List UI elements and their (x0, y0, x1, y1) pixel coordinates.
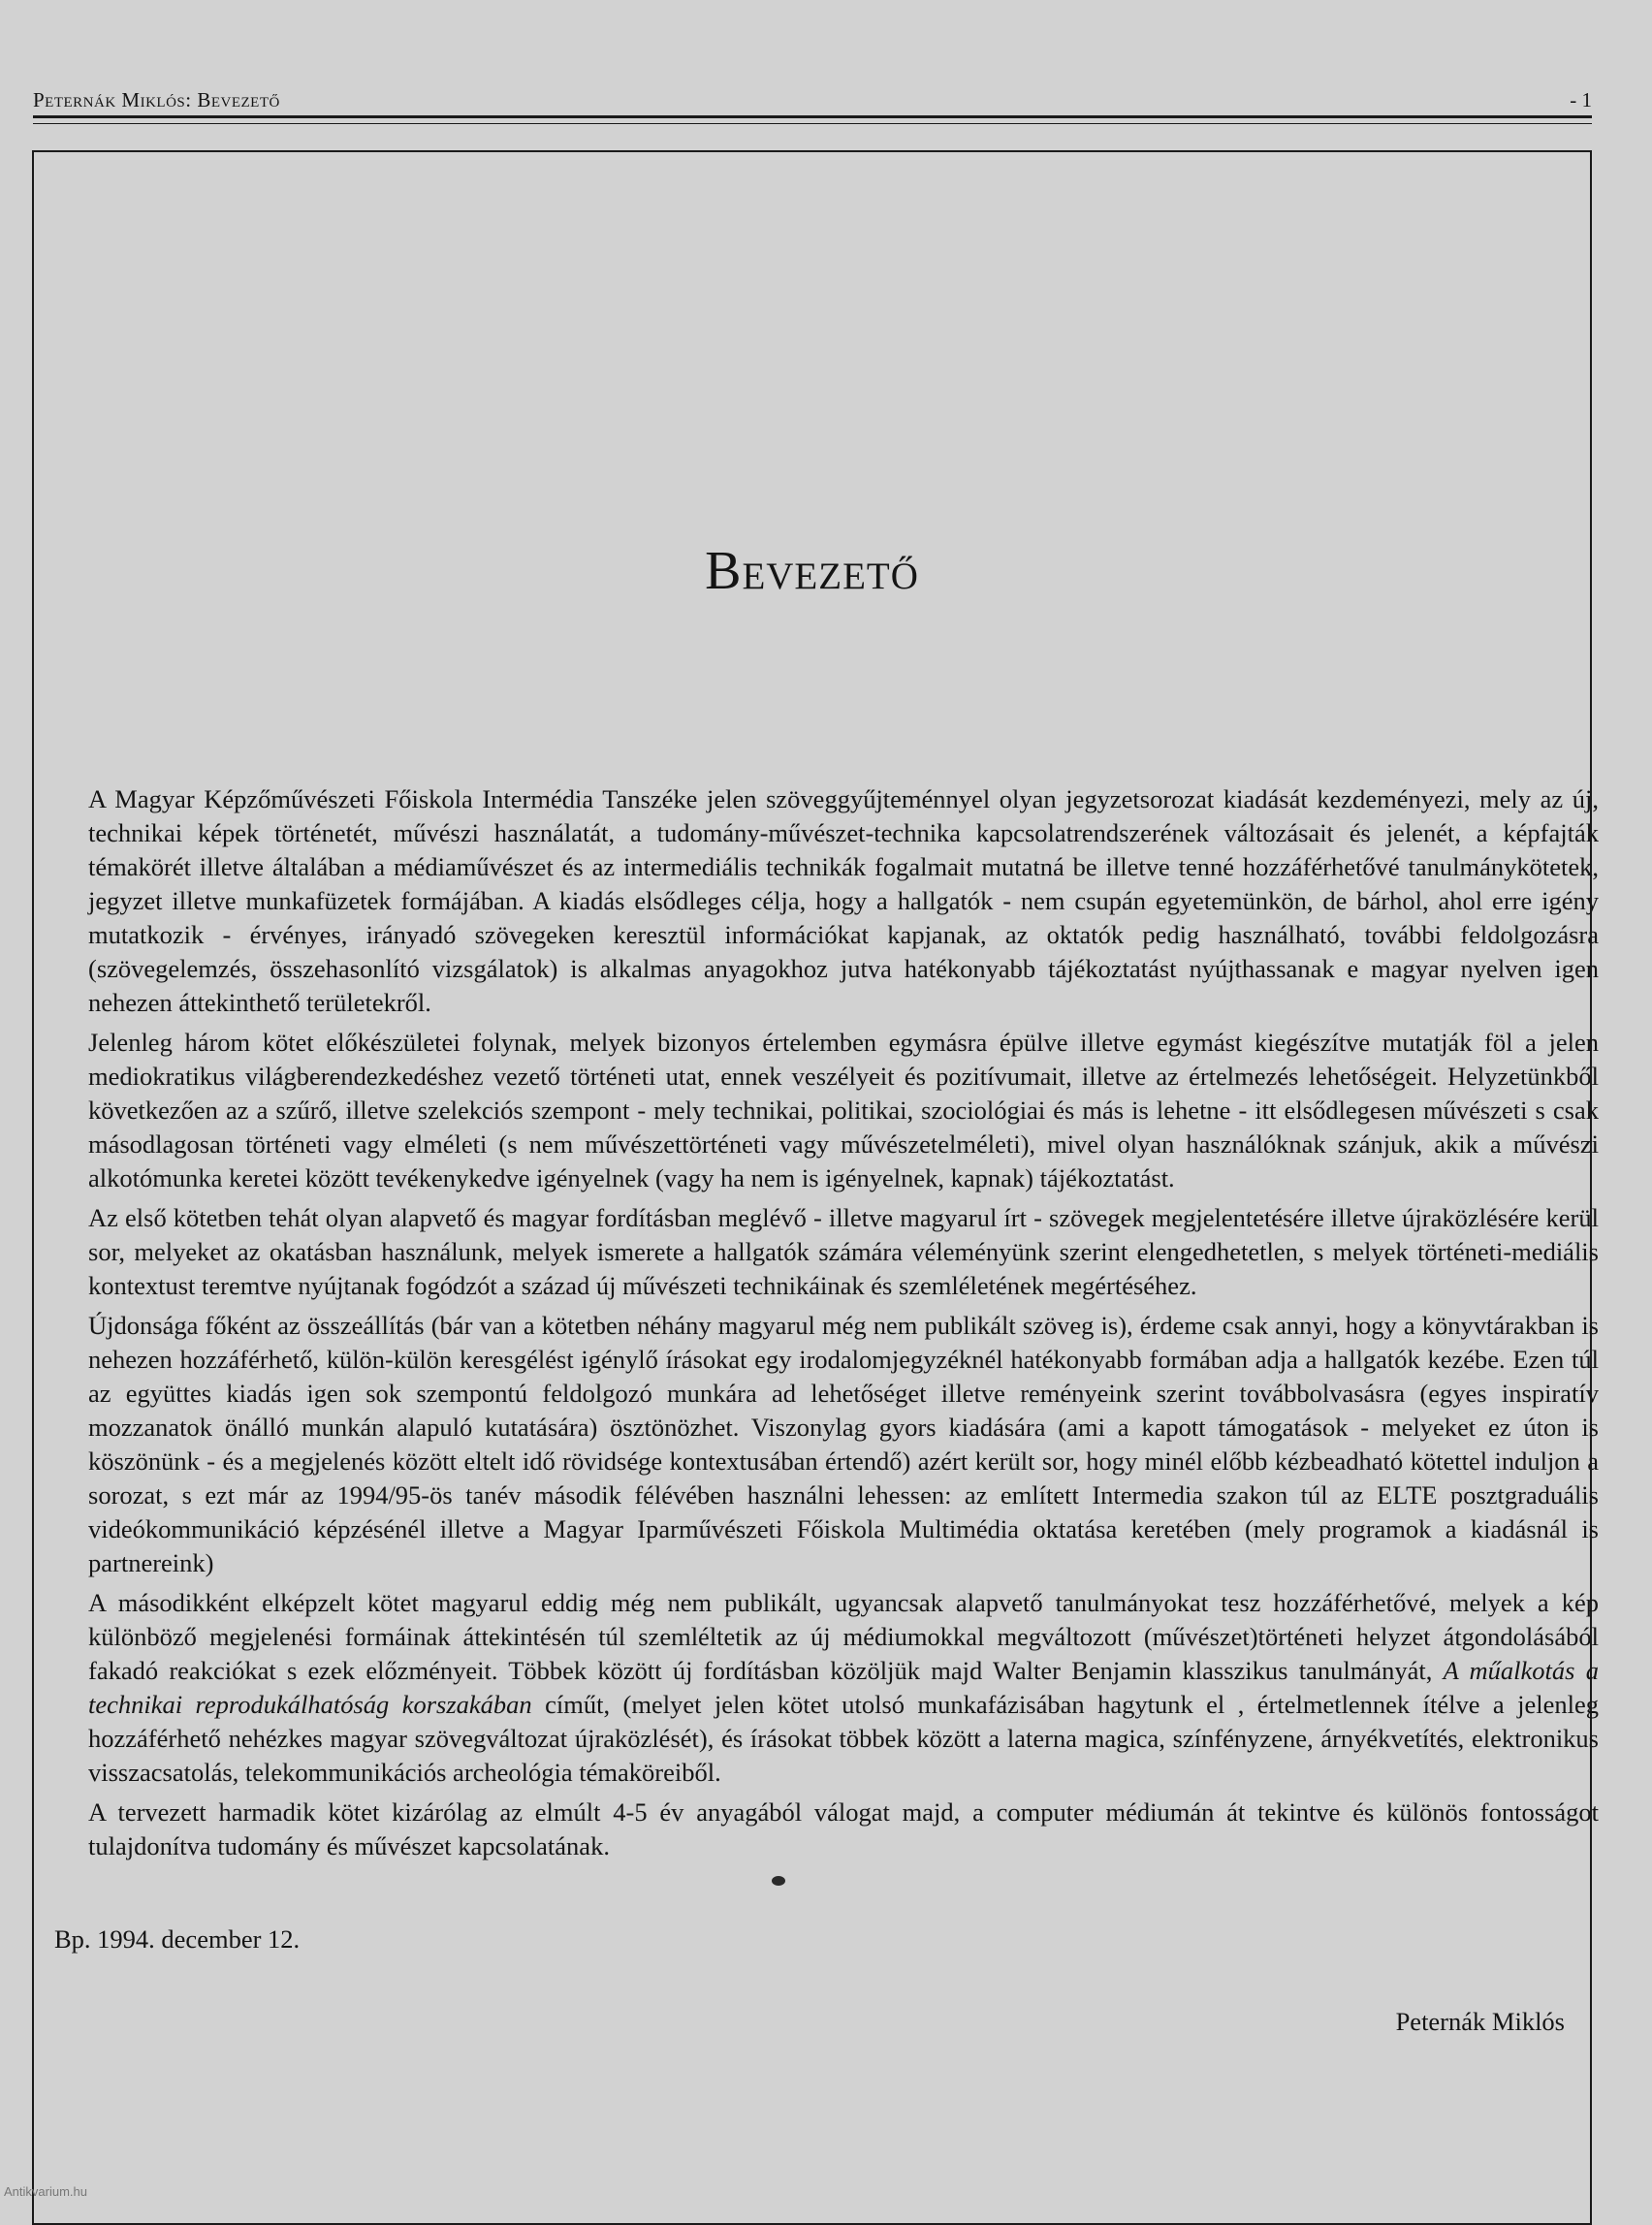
body-text (88, 782, 1599, 1869)
header-rule-thin (33, 123, 1592, 124)
paragraph-6: A tervezett harmadik kötet kizárólag az elmúlt 4-5 év anyagából válogat majd, a computer médiumán át tekintve és különös fontosságot tulajdonítva tudomány és művészet kapcsolatának. (88, 1797, 1599, 1860)
page-header (33, 79, 1592, 118)
page-frame (32, 150, 1599, 2225)
paragraph-1: A Magyar Képzőművészeti Főiskola Intermédia Tanszéke jelen szöveggyűjteménnyel olyan jegyzetsorozat kiadását kezdeményezi, mely az új, technikai képek történetét, művészi használatát, a tudomány-művészet-technika kapcsolatrendszerének változásait és jelenét, a képfajták témakörét illetve általában a médiaművészet és az intermediális technikák fogalmait mutatná be illetve tenné hozzáférhetővé tanulmánykötetek, jegyzet illetve munkafüzetek formájában. A kiadás elsődleges célja, hogy a hallgatók - nem csupán egyetemünkön, de bárhol, ahol erre igény mutatkozik - érvényes, irányadó szövegeken keresztül információkat kapjanak, az oktatók pedig használható, további feldolgozásra (szövegelemzés, összehasonlító vizsgálatok) is alkalmas anyagokhoz jutva hatékonyabb tájékoztatást nyújthassanak e magyar nyelven igen nehezen áttekinthető területekről. (88, 784, 1599, 1017)
paragraph-5-text-after: címűt, (melyet jelen kötet utolsó munkafázisában hagytunk el , értelmetlennek ítélve a jelenleg hozzáférhető nehézkes magyar szövegváltozat újraközlését), és írásokat többek között a laterna magica, színfényzene, árnyékvetítés, elektronikus visszacsatolás, telekommunikációs archeológia témaköreiből. (88, 1690, 1599, 1787)
header-rule-thick (33, 115, 1592, 118)
paragraph-4: Újdonsága főként az összeállítás (bár van a kötetben néhány magyarul még nem publikált szöveg is), érdeme csak annyi, hogy a könyvtárakban is nehezen hozzáférhető, külön-külön keresgélést igénylő írásokat egy irodalomjegyzéknél hatékonyabb formában adja a hallgatók kezébe. Ezen túl az együttes kiadás igen sok szempontú feldolgozó munkára ad lehetőséget illetve reményeink szerint továbbolvasásra (egyes inspiratív mozzanatok önálló munkán alapuló kutatására) ösztönözhet. Viszonylag gyors kiadására (ami a kapott támogatások - melyeket ez úton is köszönünk - és a megjelenés között eltelt idő rövidsége kontextusában értendő) azért került sor, hogy minél előbb kézbeadható kötettel induljon a sorozat, s ezt már az 1994/95-ös tanév második félévében használni lehessen: az említett Intermedia szakon túl az ELTE posztgraduális videókommunikáció képzésénél illetve a Magyar Iparművészeti Főiskola Multimédia oktatása keretében (mely programok a kiadásnál is partnereink) (88, 1311, 1599, 1577)
paragraph-5-text-before: A másodikként elképzelt kötet magyarul eddig még nem publikált, ugyancsak alapvető tanulmányokat tesz hozzáférhetővé, melyek a kép különböző megjelenési formáinak áttekintésén túl szemléltetik az új médiumokkal megváltozott (művészet)történeti helyzet átgondolásából fakadó reakciókat s ezek előzményeit. Többek között új fordításban közöljük majd Walter Benjamin klasszikus tanulmányát, (88, 1588, 1599, 1685)
paragraph-2: Jelenleg három kötet előkészületei folynak, melyek bizonyos értelemben egymásra épülve illetve egymást kiegészítve mutatják föl a jelen mediokratikus világberendezkedéshez vezető történeti utat, ennek veszélyeit és pozitívumait, illetve az értelmezés lehetőségeit. Helyzetünkből következően az a szűrő, illetve szelekciós szempont - mely technikai, politikai, szociológiai és más is lehetne - itt elsődlegesen művészeti s csak másodlagosan történeti vagy elméleti (s nem művészettörténeti vagy művészetelméleti), mivel olyan használóknak szánjuk, akik a művészi alkotómunka keretei között tevékenykedve igényelnek (vagy ha nem is igényelnek, kapnak) tájékoztatást. (88, 1028, 1599, 1192)
paragraph-3: Az első kötetben tehát olyan alapvető és magyar fordításban meglévő - illetve magyarul írt - szövegek megjelentetésére illetve újraközlésére kerül sor, melyeket az okatásban használunk, melyek ismerete a hallgatók számára véleményünk szerint elengedhetetlen, s melyek történeti-mediális kontextust teremtve nyújtanak fogódzót a század új művészeti technikáinak és szemléletének megértéséhez. (88, 1203, 1599, 1300)
signature: Peternák Miklós (1395, 2007, 1565, 2036)
ornament-dot (772, 1876, 785, 1886)
dateline: Bp. 1994. december 12. (54, 1924, 301, 1954)
page-number: - 1 (1570, 88, 1592, 111)
page-title: Bevezető (705, 541, 919, 601)
paragraph-5-italic-title: A műalkotás a technikai reprodukálhatóság korszakában (88, 1656, 1599, 1719)
running-head: Peternák Miklós: Bevezető (33, 88, 280, 111)
paragraph-5 (88, 1586, 1599, 1790)
watermark: Antikvarium.hu (4, 2184, 87, 2199)
